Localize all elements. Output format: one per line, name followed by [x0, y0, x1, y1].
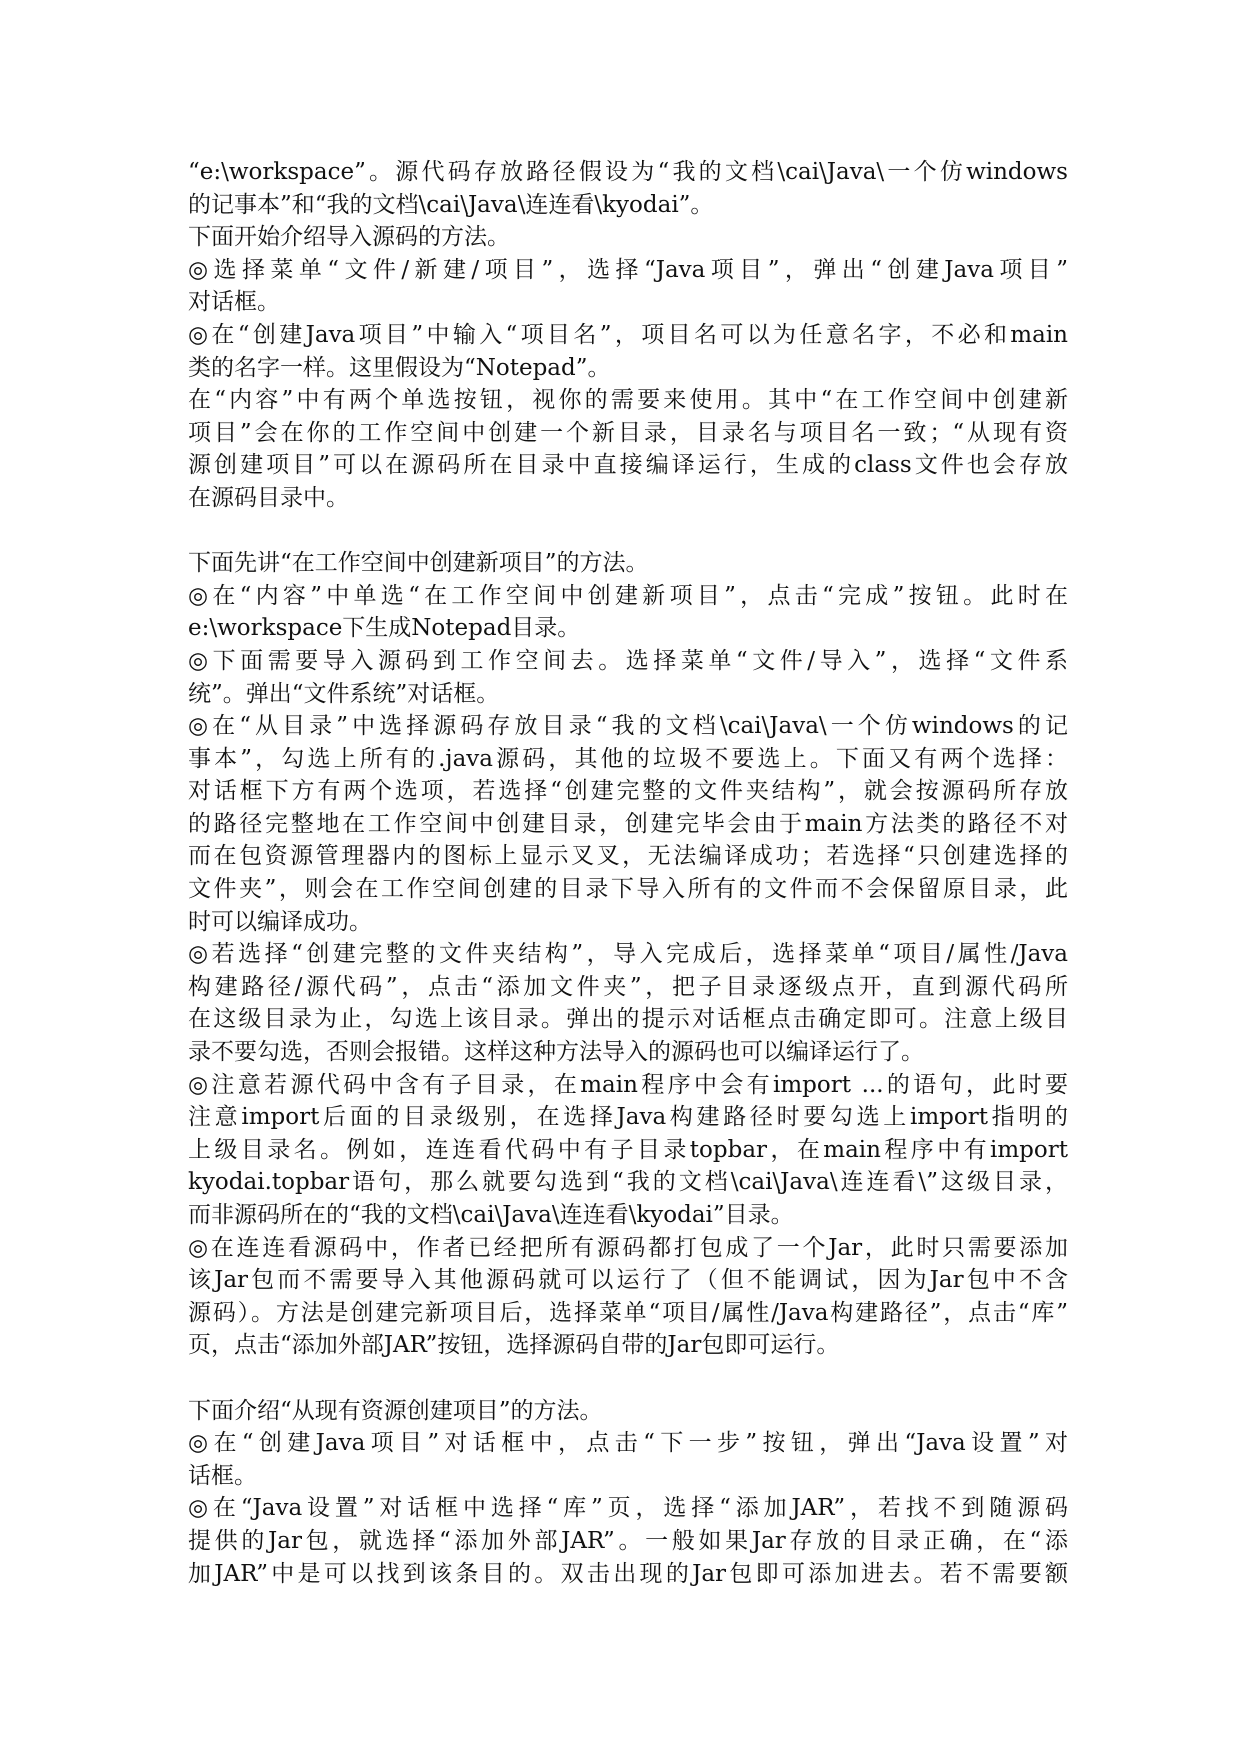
text-line: 在这级目录为止，勾选上该目录。弹出的提示对话框点击确定即可。注意上级目 — [188, 1006, 1068, 1033]
text-line: 对话框。 — [188, 289, 280, 316]
text-line: 页，点击“添加外部JAR”按钮，选择源码自带的Jar包即可运行。 — [188, 1332, 840, 1359]
text-line: 类的名字一样。这里假设为“Notepad”。 — [188, 354, 611, 381]
text-line: ◎在“内容”中单选“在工作空间中创建新项目”，点击“完成”按钮。此时在 — [188, 582, 1068, 609]
text-line: 提供的Jar包，就选择“添加外部JAR”。一般如果Jar存放的目录正确，在“添 — [188, 1527, 1068, 1554]
text-line: 对话框下方有两个选项，若选择“创建完整的文件夹结构”，就会按源码所存放 — [188, 778, 1068, 805]
text-line: 事本”，勾选上所有的.java源码，其他的垃圾不要选上。下面又有两个选择： — [188, 745, 1068, 772]
text-line: ◎下面需要导入源码到工作空间去。选择菜单“文件/导入”，选择“文件系 — [188, 647, 1068, 674]
text-line: 时可以编译成功。 — [188, 908, 372, 935]
text-line: 在源码目录中。 — [188, 484, 349, 511]
text-line: 的路径完整地在工作空间中创建目录，创建完毕会由于main方法类的路径不对 — [188, 810, 1068, 837]
text-line: ◎在“创建Java项目”中输入“项目名”，项目名可以为任意名字，不必和main — [188, 321, 1068, 348]
text-line: ◎在“从目录”中选择源码存放目录“我的文档\cai\Java\一个仿windows的记 — [188, 713, 1068, 740]
text-line: kyodai.topbar语句，那么就要勾选到“我的文档\cai\Java\连连看\”这级目录， — [188, 1169, 1068, 1196]
text-line: 下面先讲“在工作空间中创建新项目”的方法。 — [188, 550, 649, 577]
text-line: ◎注意若源代码中含有子目录，在main程序中会有import ...的语句，此时要 — [188, 1071, 1068, 1098]
text-line: ◎选择菜单“文件/新建/项目”，选择“Java项目”，弹出“创建Java项目” — [188, 256, 1068, 283]
text-line: 加JAR”中是可以找到该条目的。双击出现的Jar包即可添加进去。若不需要额 — [188, 1560, 1068, 1587]
text-line: ◎在“Java设置”对话框中选择“库”页，选择“添加JAR”，若找不到随源码 — [188, 1495, 1068, 1522]
blank-line — [188, 1362, 1068, 1395]
text-line: 源码）。方法是创建完新项目后，选择菜单“项目/属性/Java构建路径”，点击“库” — [188, 1299, 1068, 1326]
text-line: 而在包资源管理器内的图标上显示叉叉，无法编译成功；若选择“只创建选择的 — [188, 843, 1068, 870]
text-line: 上级目录名。例如，连连看代码中有子目录topbar，在main程序中有import — [188, 1136, 1068, 1163]
text-line: ◎若选择“创建完整的文件夹结构”，导入完成后，选择菜单“项目/属性/Java — [188, 941, 1068, 968]
text-line: 源创建项目”可以在源码所在目录中直接编译运行，生成的class文件也会存放 — [188, 452, 1068, 479]
blank-line — [188, 515, 1068, 548]
text-line: 该Jar包而不需要导入其他源码就可以运行了（但不能调试，因为Jar包中不含 — [188, 1267, 1068, 1294]
text-line: 注意import后面的目录级别，在选择Java构建路径时要勾选上import指明的 — [188, 1104, 1068, 1131]
text-line: 话框。 — [188, 1462, 257, 1489]
text-line: 在“内容”中有两个单选按钮，视你的需要来使用。其中“在工作空间中创建新 — [188, 387, 1068, 414]
text-line: 录不要勾选，否则会报错。这样这种方法导入的源码也可以编译运行了。 — [188, 1039, 924, 1066]
text-line: e:\workspace下生成Notepad目录。 — [188, 615, 581, 642]
document-body — [188, 156, 1068, 1590]
text-line: 构建路径/源代码”，点击“添加文件夹”，把子目录逐级点开，直到源代码所 — [188, 973, 1068, 1000]
text-line: 下面开始介绍导入源码的方法。 — [188, 224, 510, 251]
text-line: 项目”会在你的工作空间中创建一个新目录，目录名与项目名一致；“从现有资 — [188, 419, 1068, 446]
text-line: ◎在连连看源码中，作者已经把所有源码都打包成了一个Jar，此时只需要添加 — [188, 1234, 1068, 1261]
text-line: 文件夹”，则会在工作空间创建的目录下导入所有的文件而不会保留原目录，此 — [188, 876, 1068, 903]
text-line: “e:\workspace”。源代码存放路径假设为“我的文档\cai\Java\一个仿windows — [188, 159, 1068, 185]
text-line: ◎在“创建Java项目”对话框中，点击“下一步”按钮，弹出“Java设置”对 — [188, 1430, 1068, 1457]
text-line: 的记事本”和“我的文档\cai\Java\连连看\kyodai”。 — [188, 191, 714, 218]
text-line: 下面介绍“从现有资源创建项目”的方法。 — [188, 1397, 603, 1424]
text-line: 而非源码所在的“我的文档\cai\Java\连连看\kyodai”目录。 — [188, 1202, 794, 1228]
text-line: 统”。弹出“文件系统”对话框。 — [188, 680, 500, 707]
